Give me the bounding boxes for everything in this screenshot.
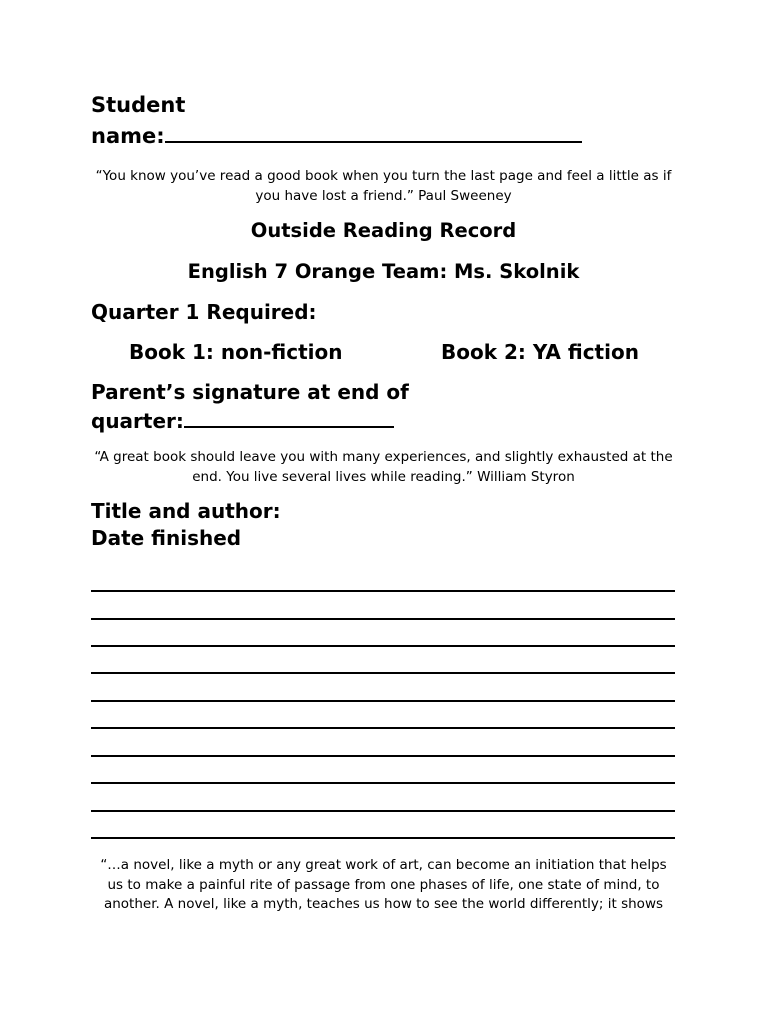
entry-line[interactable] [91,837,675,839]
entry-line[interactable] [91,727,675,729]
student-name-label-line1: Student [91,93,186,117]
quote-myth: “…a novel, like a myth or any great work of art, can become an initiation that helps us to make a painful rite of passage from one phases of life, one state of mind, to another. A novel, like a myth, teaches us how to see the world differently; it shows [100,857,667,912]
parent-signature-blank[interactable] [184,408,394,428]
student-name-label-line2: name: [91,124,165,148]
entry-line[interactable] [91,672,675,674]
book-1-label: Book 1: non-fiction [129,340,343,364]
entry-line[interactable] [91,618,675,620]
student-name-block [91,90,676,152]
parent-signature-label-line1: Parent’s signature at end of [91,380,409,404]
quote-styron: “A great book should leave you with many experiences, and slightly exhausted at the end. You live several lives while reading.” William Styron [94,449,673,485]
entry-line[interactable] [91,590,675,592]
entry-line[interactable] [91,645,675,647]
quarter-label: Quarter 1 Required: [91,300,317,324]
student-name-blank[interactable] [165,123,582,143]
entry-line[interactable] [91,755,675,757]
page-title: Outside Reading Record [250,219,517,242]
entry-line[interactable] [91,782,675,784]
entry-line[interactable] [91,700,675,702]
worksheet-page [91,0,676,1024]
class-line: English 7 Orange Team: Ms. Skolnik [187,260,580,283]
parent-signature-block [91,378,409,436]
book-2-label: Book 2: YA fiction [441,340,639,364]
quote-sweeney: “You know you’ve read a good book when you turn the last page and feel a little as if you have lost a friend.” Paul Sweeney [95,168,672,204]
parent-signature-label-line2: quarter: [91,409,184,433]
date-finished-label: Date finished [91,526,242,550]
entry-line[interactable] [91,810,675,812]
title-author-label: Title and author: [91,499,281,523]
